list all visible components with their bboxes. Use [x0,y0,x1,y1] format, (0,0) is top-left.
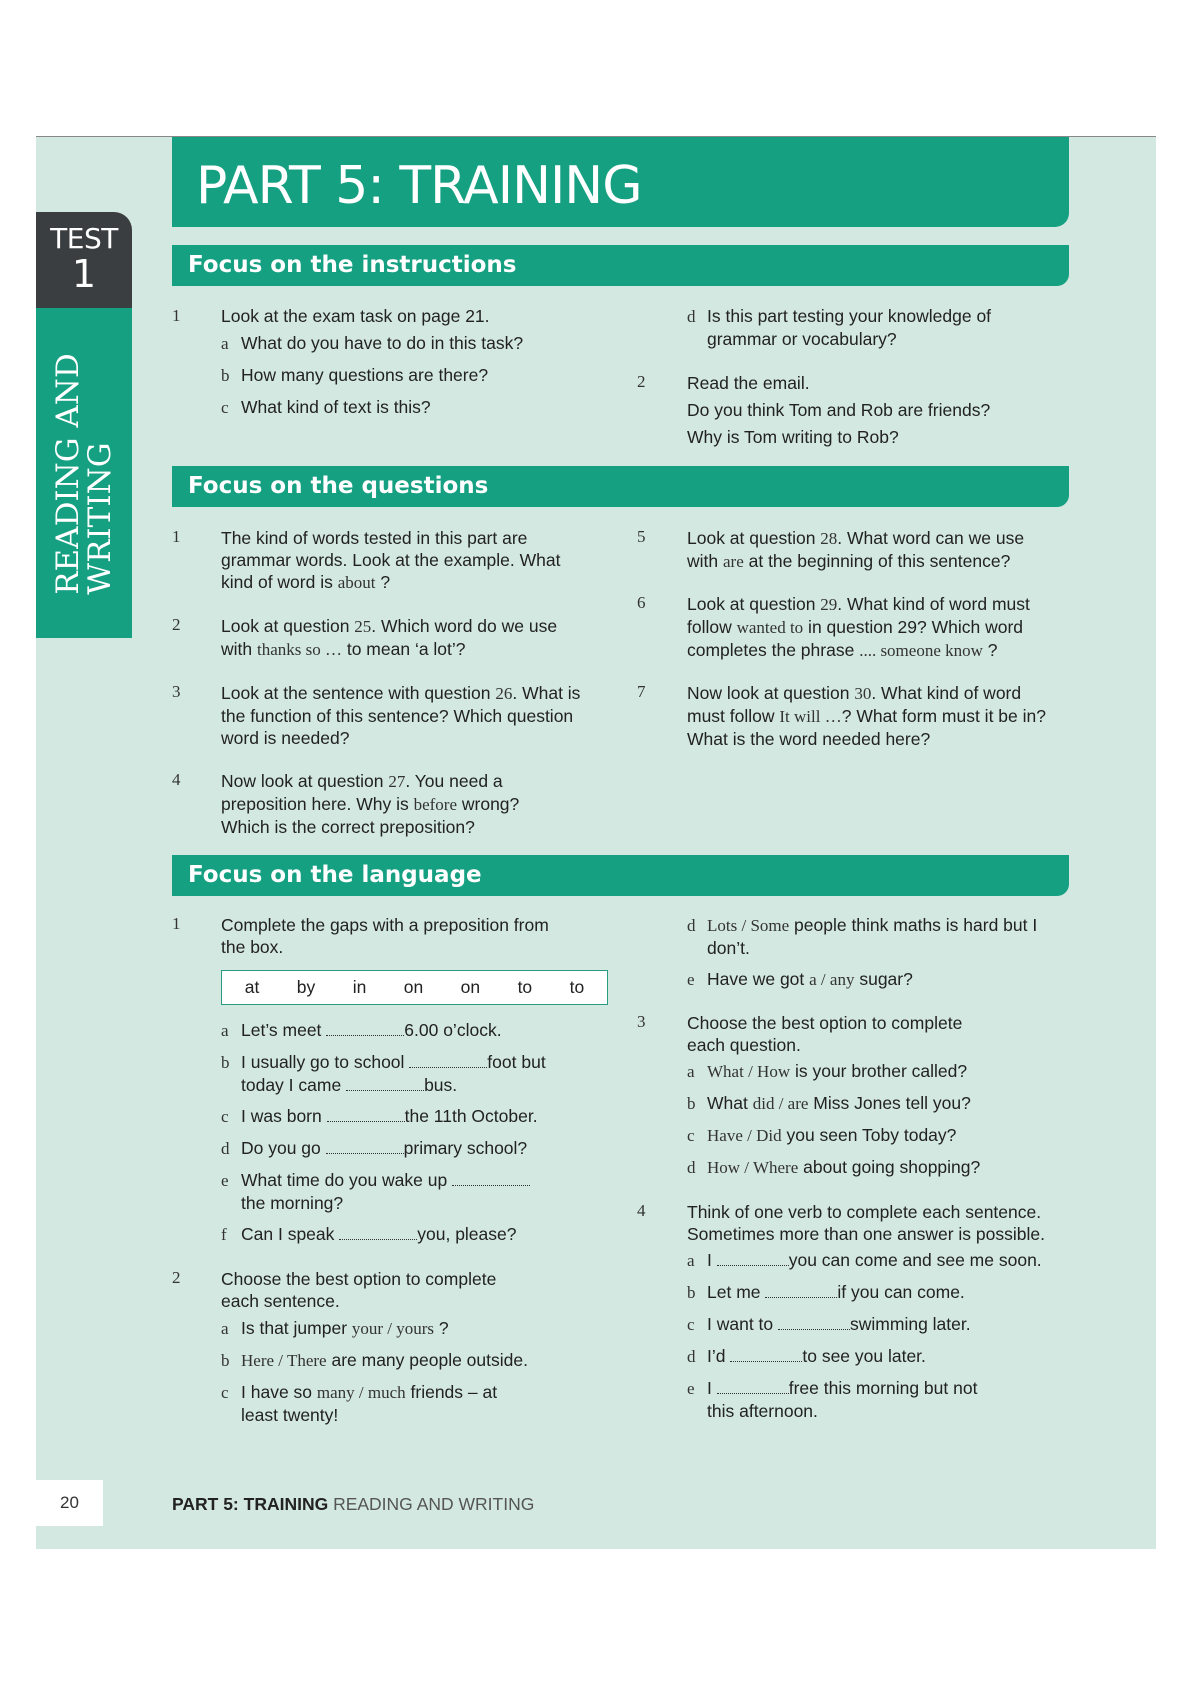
question-number: 1 [172,914,181,933]
answer-gap[interactable] [409,1056,487,1068]
section-title-questions: Focus on the questions [188,473,489,499]
box-word: to [569,977,585,997]
box-word: at [244,977,260,997]
sub-question: a What do you have to do in this task? [221,333,524,353]
question-number: 1 [172,306,181,325]
question-text: The kind of words tested in this part are grammar words. Look at the example. What kind of word is about ? [221,528,561,592]
question-number: 3 [172,682,181,701]
test-tab-number: 1 [71,252,97,296]
question-number: 4 [637,1201,646,1220]
question-text: Now look at question 30. What kind of word must follow It will …? What form must it be in? What is the word needed here? [687,683,1046,749]
section-title-language: Focus on the language [188,862,482,888]
answer-gap[interactable] [339,1228,417,1240]
question-text: Look at question 28. What word can we use with are at the beginning of this sentence? [687,528,1025,571]
box-word: to [517,977,533,997]
option-item: c I have so many / much friends – at least twenty! [221,1382,498,1425]
answer-gap[interactable] [765,1286,837,1298]
gap-item: f Can I speak you, please? [221,1224,517,1244]
option-item: c Have / Did you seen Toby today? [687,1125,957,1145]
page-title: PART 5: TRAINING [196,156,642,216]
question-number: 2 [172,615,181,634]
page-number: 20 [36,1480,103,1526]
section-title-instructions: Focus on the instructions [188,252,517,278]
word-box [221,970,608,1005]
question-text: Choose the best option to complete each question. [687,1013,963,1055]
sub-question: d Is this part testing your knowledge of grammar or vocabulary? [687,306,992,349]
box-word: on [403,977,424,997]
gap-item: e I free this morning but not this afternoon. [687,1378,978,1421]
gap-item: a Let’s meet 6.00 o’clock. [221,1020,502,1040]
gap-item: e What time do you wake up the morning? [221,1169,530,1214]
option-item: a Is that jumper your / yours ? [221,1318,449,1338]
gap-item: b Let me if you can come. [687,1282,965,1302]
sub-question: b How many questions are there? [221,365,489,385]
answer-gap[interactable] [327,1110,405,1122]
question-number: 5 [637,527,646,546]
answer-gap[interactable] [346,1079,424,1091]
question-number: 4 [172,770,181,789]
side-tab-label: READING AND WRITING [50,353,118,595]
option-item: d Lots / Some people think maths is hard but I don’t. [687,915,1038,958]
gap-item: d I’d to see you later. [687,1346,926,1366]
gap-item: a I you can come and see me soon. [687,1250,1042,1270]
option-item: e Have we got a / any sugar? [687,969,913,989]
test-tab [36,212,132,308]
test-tab-label: TEST [50,222,118,255]
question-text: Think of one verb to complete each sentence. Sometimes more than one answer is possible. [687,1202,1045,1244]
answer-gap[interactable] [717,1254,789,1266]
question-number: 2 [172,1268,181,1287]
answer-gap[interactable] [452,1174,530,1186]
answer-gap[interactable] [717,1382,789,1394]
question-text: Look at the sentence with question 26. What is the function of this sentence? Which question word is needed? [221,683,581,748]
answer-gap[interactable] [730,1350,802,1362]
sub-question: c What kind of text is this? [221,397,431,417]
option-item: a What / How is your brother called? [687,1061,968,1081]
box-word: on [460,977,481,997]
question-text: Look at the exam task on page 21. [221,306,490,326]
box-word: in [352,977,367,997]
answer-gap[interactable] [326,1024,404,1036]
question-text: Now look at question 27. You need a preposition here. Why is before wrong? Which is the correct preposition? [221,771,520,837]
answer-gap[interactable] [778,1318,850,1330]
option-item: b What did / are Miss Jones tell you? [687,1093,971,1113]
question-number: 1 [172,527,181,546]
question-text: Complete the gaps with a preposition from the box. [221,915,549,957]
answer-gap[interactable] [326,1142,404,1154]
gap-item: d Do you go primary school? [221,1138,528,1158]
gap-item: b I usually go to school foot but today I came bus. [221,1052,546,1095]
question-number: 7 [637,682,646,701]
question-text: Read the email. Do you think Tom and Rob are friends? Why is Tom writing to Rob? [687,373,991,447]
question-text: Look at question 29. What kind of word must follow wanted to in question 29? Which word completes the phrase .... someone know ? [687,594,1030,660]
question-text: Choose the best option to complete each sentence. [221,1269,497,1311]
option-item: b Here / There are many people outside. [221,1350,528,1370]
question-number: 3 [637,1012,646,1031]
running-footer: PART 5: TRAINING READING AND WRITING [172,1494,535,1514]
gap-item: c I want to swimming later. [687,1314,971,1334]
question-text: Look at question 25. Which word do we use with thanks so … to mean ‘a lot’? [221,616,558,659]
question-number: 2 [637,372,646,391]
gap-item: c I was born the 11th October. [221,1106,538,1126]
option-item: d How / Where about going shopping? [687,1157,981,1177]
question-number: 6 [637,593,646,612]
box-word: by [296,977,316,997]
